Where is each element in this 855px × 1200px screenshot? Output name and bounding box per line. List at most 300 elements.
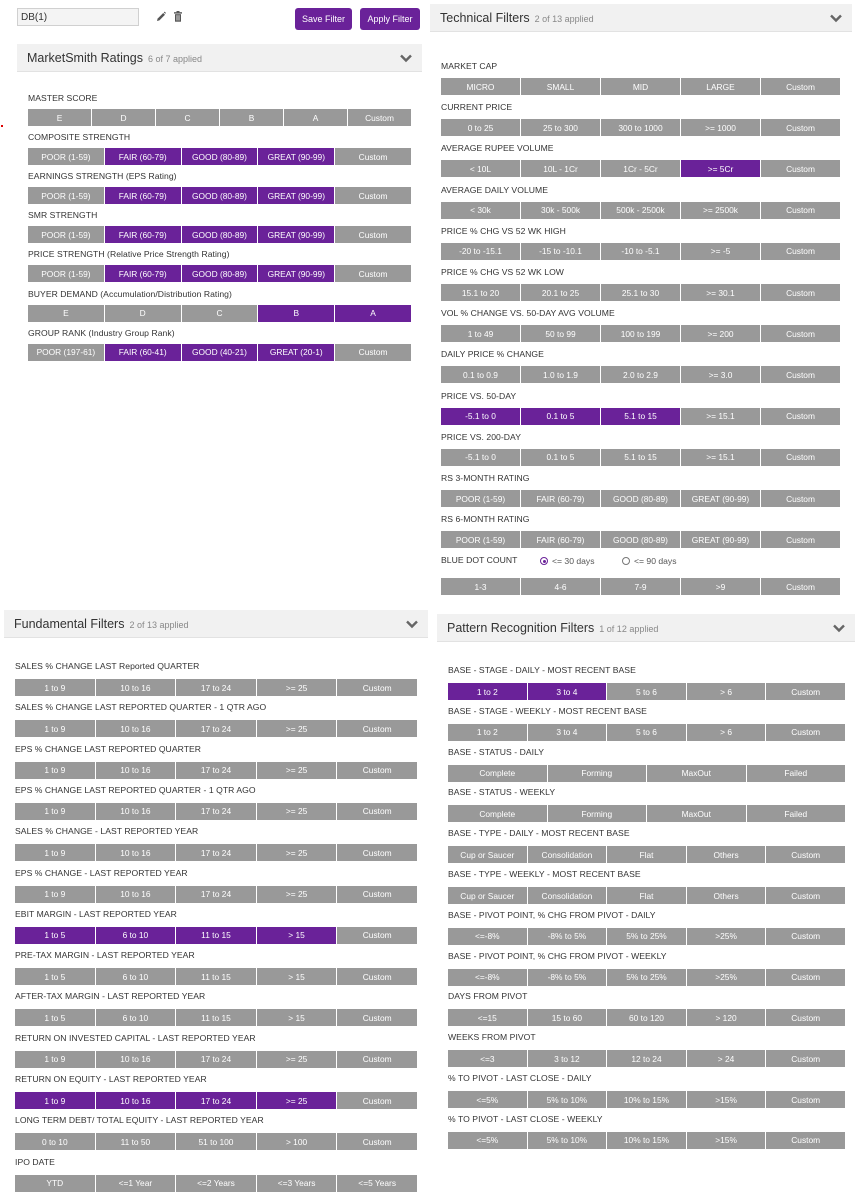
option-15-1-to-20[interactable]: 15.1 to 20 (441, 284, 520, 301)
segmented-control-rs-3-month-rating (441, 490, 840, 507)
pattern-recognition-filters-panel (437, 614, 855, 1200)
option-great-90-99[interactable]: GREAT (90-99) (258, 226, 334, 243)
option-cup-or-saucer[interactable]: Cup or Saucer (448, 846, 527, 863)
option-15[interactable]: >15% (687, 1132, 766, 1149)
filter-label-ipo-date: IPO DATE (15, 1156, 55, 1167)
option-17-to-24[interactable]: 17 to 24 (176, 844, 256, 861)
option-custom[interactable]: Custom (761, 449, 840, 466)
option-c[interactable]: C (156, 109, 219, 126)
segmented-control-eps-change-last-reported-quarter (15, 762, 417, 779)
filter-label-base-type-daily-most-recent-base: BASE - TYPE - DAILY - MOST RECENT BASE (448, 828, 630, 839)
filter-label-base-stage-daily-most-recent-base: BASE - STAGE - DAILY - MOST RECENT BASE (448, 665, 636, 675)
filter-label-eps-change-last-reported-year: EPS % CHANGE - LAST REPORTED YEAR (15, 867, 188, 878)
option-custom[interactable]: Custom (766, 683, 845, 700)
panel-header[interactable] (430, 4, 852, 32)
option-300-to-1000[interactable]: 300 to 1000 (601, 119, 680, 136)
option-15-to-60[interactable]: 15 to 60 (528, 1009, 607, 1026)
segmented-control-return-on-equity-last-reported-year (15, 1092, 417, 1109)
radio-label: <= 30 days (552, 556, 595, 567)
panel-header[interactable] (4, 610, 428, 638)
option-e[interactable]: E (28, 109, 91, 126)
option-1-to-5[interactable]: 1 to 5 (15, 968, 95, 985)
option-others[interactable]: Others (687, 887, 766, 904)
option-custom[interactable]: Custom (761, 578, 840, 595)
filter-label-base-type-weekly-most-recent-base: BASE - TYPE - WEEKLY - MOST RECENT BASE (448, 869, 641, 879)
option-good-80-89[interactable]: GOOD (80-89) (601, 490, 680, 507)
option-fair-60-79[interactable]: FAIR (60-79) (105, 187, 181, 204)
option-custom[interactable]: Custom (766, 928, 845, 945)
filter-label-earnings-strength-eps-rating: EARNINGS STRENGTH (EPS Rating) (28, 171, 177, 182)
segmented-control-smr-strength (28, 226, 411, 243)
option-custom[interactable]: Custom (766, 846, 845, 863)
option-custom[interactable]: Custom (766, 1050, 845, 1067)
option-custom[interactable]: Custom (337, 1092, 417, 1109)
option-good-80-89[interactable]: GOOD (80-89) (601, 531, 680, 548)
option-6-to-10[interactable]: 6 to 10 (96, 927, 176, 944)
save-filter-button[interactable]: Save Filter (295, 8, 352, 30)
option-complete[interactable]: Complete (448, 765, 547, 782)
option-1-to-2[interactable]: 1 to 2 (448, 683, 527, 700)
option-0-to-25[interactable]: 0 to 25 (441, 119, 520, 136)
option-8[interactable]: <=-8% (448, 969, 527, 986)
option-1-to-9[interactable]: 1 to 9 (15, 720, 95, 737)
filter-label-composite-strength: COMPOSITE STRENGTH (28, 132, 131, 143)
segmented-control-base-status-weekly (448, 805, 845, 822)
option-17-to-24[interactable]: 17 to 24 (176, 679, 256, 696)
option-forming[interactable]: Forming (548, 805, 647, 822)
option-10l-1cr[interactable]: 10L - 1Cr (521, 160, 600, 177)
option-7-9[interactable]: 7-9 (601, 578, 680, 595)
filter-label-blue-dot-count: BLUE DOT COUNT (441, 555, 518, 566)
option-17-to-24[interactable]: 17 to 24 (176, 803, 256, 820)
option-5[interactable]: <=5% (448, 1091, 527, 1108)
option-flat[interactable]: Flat (607, 887, 686, 904)
option-10-to-16[interactable]: 10 to 16 (96, 679, 176, 696)
option-poor-1-59[interactable]: POOR (1-59) (28, 265, 104, 282)
filter-label-smr-strength: SMR STRENGTH (28, 210, 98, 221)
option-15[interactable]: > 15 (257, 968, 337, 985)
panel-title: Pattern Recognition Filters (447, 620, 595, 635)
option-1-to-49[interactable]: 1 to 49 (441, 325, 520, 342)
option-failed[interactable]: Failed (747, 805, 846, 822)
option-5-to-25[interactable]: 5% to 25% (607, 928, 686, 945)
option-c[interactable]: C (182, 305, 258, 322)
option-custom[interactable]: Custom (766, 1091, 845, 1108)
option-1-to-9[interactable]: 1 to 9 (15, 886, 95, 903)
option-3-years[interactable]: <=3 Years (257, 1175, 337, 1192)
option-forming[interactable]: Forming (548, 765, 647, 782)
option-0-1-to-0-9[interactable]: 0.1 to 0.9 (441, 366, 520, 383)
applied-count: 1 of 12 applied (599, 623, 659, 634)
option-cup-or-saucer[interactable]: Cup or Saucer (448, 887, 527, 904)
option-12-to-24[interactable]: 12 to 24 (607, 1050, 686, 1067)
option-25[interactable]: >= 25 (257, 844, 337, 861)
option-failed[interactable]: Failed (747, 765, 846, 782)
option-custom[interactable]: Custom (335, 226, 411, 243)
option-24[interactable]: > 24 (687, 1050, 766, 1067)
option-5[interactable]: >= -5 (681, 243, 760, 260)
option-11-to-15[interactable]: 11 to 15 (176, 968, 256, 985)
filter-label-price-vs-50-day: PRICE VS. 50-DAY (441, 390, 517, 401)
option-ytd[interactable]: YTD (15, 1175, 95, 1192)
option-30-1[interactable]: >= 30.1 (681, 284, 760, 301)
option-poor-197-61[interactable]: POOR (197-61) (28, 344, 104, 361)
option-20-to-15-1[interactable]: -20 to -15.1 (441, 243, 520, 260)
option-b[interactable]: B (220, 109, 283, 126)
option-d[interactable]: D (105, 305, 181, 322)
option-25[interactable]: >= 25 (257, 803, 337, 820)
option-custom[interactable]: Custom (337, 844, 417, 861)
option-custom[interactable]: Custom (337, 679, 417, 696)
option-11-to-15[interactable]: 11 to 15 (176, 927, 256, 944)
option-25[interactable]: >25% (687, 928, 766, 945)
option-fair-60-79[interactable]: FAIR (60-79) (521, 531, 600, 548)
chevron-down-icon[interactable] (398, 50, 414, 66)
option-custom[interactable]: Custom (337, 762, 417, 779)
chevron-down-icon[interactable] (831, 620, 847, 636)
option-5-1-to-15[interactable]: 5.1 to 15 (601, 449, 680, 466)
option-micro[interactable]: MICRO (441, 78, 520, 95)
blue-dot-radio-30-days[interactable] (540, 556, 595, 566)
option-custom[interactable]: Custom (335, 148, 411, 165)
option-1-to-9[interactable]: 1 to 9 (15, 679, 95, 696)
option-custom[interactable]: Custom (761, 243, 840, 260)
option-10-to-16[interactable]: 10 to 16 (96, 1051, 176, 1068)
option-5-to-10[interactable]: 5% to 10% (528, 1132, 607, 1149)
option-1cr-5cr[interactable]: 1Cr - 5Cr (601, 160, 680, 177)
option-great-90-99[interactable]: GREAT (90-99) (258, 187, 334, 204)
option-50-to-99[interactable]: 50 to 99 (521, 325, 600, 342)
filter-label-rs-6-month-rating: RS 6-MONTH RATING (441, 514, 530, 525)
option-10-to-16[interactable]: 10 to 16 (96, 762, 176, 779)
option-1-to-2[interactable]: 1 to 2 (448, 724, 527, 741)
option-fair-60-79[interactable]: FAIR (60-79) (105, 265, 181, 282)
option-1-to-9[interactable]: 1 to 9 (15, 762, 95, 779)
option-5-to-6[interactable]: 5 to 6 (607, 683, 686, 700)
segmented-control-sales-change-last-reported-year (15, 844, 417, 861)
option-custom[interactable]: Custom (766, 1132, 845, 1149)
segmented-control-earnings-strength-eps-rating (28, 187, 411, 204)
filter-label-sales-change-last-reported-year: SALES % CHANGE - LAST REPORTED YEAR (15, 826, 199, 837)
segmented-control-to-pivot-last-close-weekly (448, 1132, 845, 1149)
option-4-6[interactable]: 4-6 (521, 578, 600, 595)
option-25[interactable]: >= 25 (257, 886, 337, 903)
option-consolidation[interactable]: Consolidation (528, 846, 607, 863)
segmented-control-base-stage-daily-most-recent-base (448, 683, 845, 700)
filter-label-average-rupee-volume: AVERAGE RUPEE VOLUME (441, 143, 554, 154)
option-poor-1-59[interactable]: POOR (1-59) (441, 531, 520, 548)
option-custom[interactable]: Custom (761, 490, 840, 507)
option-mid[interactable]: MID (601, 78, 680, 95)
option-d[interactable]: D (92, 109, 155, 126)
option-custom[interactable]: Custom (766, 887, 845, 904)
fundamental-filters-panel (4, 610, 428, 1200)
segmented-control-pre-tax-margin-last-reported-year (15, 968, 417, 985)
option-good-80-89[interactable]: GOOD (80-89) (182, 265, 258, 282)
option-2-0-to-2-9[interactable]: 2.0 to 2.9 (601, 366, 680, 383)
option-25[interactable]: >= 25 (257, 1092, 337, 1109)
segmented-control-price-chg-vs-52-wk-high (441, 243, 840, 260)
filter-label-weeks-from-pivot: WEEKS FROM PIVOT (448, 1032, 536, 1043)
option-6-to-10[interactable]: 6 to 10 (96, 968, 176, 985)
radio-label: <= 90 days (634, 556, 677, 567)
option-custom[interactable]: Custom (761, 284, 840, 301)
option-0-1-to-5[interactable]: 0.1 to 5 (521, 449, 600, 466)
filter-label-ebit-margin-last-reported-year: EBIT MARGIN - LAST REPORTED YEAR (15, 908, 177, 919)
option-maxout[interactable]: MaxOut (647, 805, 746, 822)
option-custom[interactable]: Custom (761, 160, 840, 177)
option-poor-1-59[interactable]: POOR (1-59) (28, 226, 104, 243)
option-1-to-5[interactable]: 1 to 5 (15, 927, 95, 944)
filter-name-input[interactable] (17, 8, 139, 26)
panel-header[interactable] (17, 44, 422, 72)
option-maxout[interactable]: MaxOut (647, 765, 746, 782)
option-5-to-10[interactable]: 5% to 10% (528, 1091, 607, 1108)
option-custom[interactable]: Custom (337, 1009, 417, 1026)
option-1-to-9[interactable]: 1 to 9 (15, 803, 95, 820)
option-10l[interactable]: < 10L (441, 160, 520, 177)
pencil-icon[interactable] (156, 11, 166, 22)
radio-button[interactable] (622, 557, 630, 565)
option-30k-500k[interactable]: 30k - 500k (521, 202, 600, 219)
option-0-to-10[interactable]: 0 to 10 (15, 1133, 95, 1150)
segmented-control-buyer-demand-accumulation-distribution-rating (28, 305, 411, 322)
option-25[interactable]: >= 25 (257, 720, 337, 737)
filter-label-to-pivot-last-close-daily: % TO PIVOT - LAST CLOSE - DAILY (448, 1073, 592, 1083)
filter-label-price-strength-relative-price-strength-rating: PRICE STRENGTH (Relative Price Strength Rating) (28, 249, 230, 260)
option-10-to-16[interactable]: 10 to 16 (96, 803, 176, 820)
option-custom[interactable]: Custom (337, 886, 417, 903)
segmented-control-current-price (441, 119, 840, 136)
option-17-to-24[interactable]: 17 to 24 (176, 762, 256, 779)
chevron-down-icon[interactable] (404, 616, 420, 632)
option-15[interactable]: > 15 (257, 927, 337, 944)
filter-label-master-score: MASTER SCORE (28, 93, 98, 103)
option-17-to-24[interactable]: 17 to 24 (176, 1092, 256, 1109)
option-25[interactable]: >25% (687, 969, 766, 986)
option-1-3[interactable]: 1-3 (441, 578, 520, 595)
option-custom[interactable]: Custom (337, 1133, 417, 1150)
option-5-1-to-15[interactable]: 5.1 to 15 (601, 408, 680, 425)
segmented-control-sales-change-last-reported-quarter-1-qtr-ago (15, 720, 417, 737)
option-15[interactable]: >15% (687, 1091, 766, 1108)
option-6[interactable]: > 6 (687, 683, 766, 700)
option-10-to-16[interactable]: 10 to 16 (96, 720, 176, 737)
option-20-1-to-25[interactable]: 20.1 to 25 (521, 284, 600, 301)
option-500k-2500k[interactable]: 500k - 2500k (601, 202, 680, 219)
option-custom[interactable]: Custom (766, 724, 845, 741)
option-fair-60-79[interactable]: FAIR (60-79) (105, 226, 181, 243)
option-6-to-10[interactable]: 6 to 10 (96, 1009, 176, 1026)
panel-header[interactable] (437, 614, 855, 642)
option-2-years[interactable]: <=2 Years (176, 1175, 256, 1192)
filter-label-long-term-debt-total-equity-last-reported-year: LONG TERM DEBT/ TOTAL EQUITY - LAST REPORTED YEAR (15, 1115, 264, 1126)
option-3-to-12[interactable]: 3 to 12 (528, 1050, 607, 1067)
radio-button[interactable] (540, 557, 548, 565)
option-3[interactable]: <=3 (448, 1050, 527, 1067)
segmented-control-after-tax-margin-last-reported-year (15, 1009, 417, 1026)
option-25-to-300[interactable]: 25 to 300 (521, 119, 600, 136)
option-15[interactable]: > 15 (257, 1009, 337, 1026)
option-custom[interactable]: Custom (337, 927, 417, 944)
option-fair-60-41[interactable]: FAIR (60-41) (105, 344, 181, 361)
filter-label-group-rank-industry-group-rank: GROUP RANK (Industry Group Rank) (28, 327, 175, 338)
option-e[interactable]: E (28, 305, 104, 322)
option-a[interactable]: A (284, 109, 347, 126)
option-15-1[interactable]: >= 15.1 (681, 408, 760, 425)
option-custom[interactable]: Custom (337, 720, 417, 737)
segmented-control-price-chg-vs-52-wk-low (441, 284, 840, 301)
option-51-to-100[interactable]: 51 to 100 (176, 1133, 256, 1150)
option-3-to-4[interactable]: 3 to 4 (528, 683, 607, 700)
option-poor-1-59[interactable]: POOR (1-59) (28, 148, 104, 165)
option-17-to-24[interactable]: 17 to 24 (176, 886, 256, 903)
panel-title: Fundamental Filters (14, 616, 125, 631)
option-1000[interactable]: >= 1000 (681, 119, 760, 136)
option-custom[interactable]: Custom (337, 968, 417, 985)
option-30k[interactable]: < 30k (441, 202, 520, 219)
option-custom[interactable]: Custom (348, 109, 411, 126)
segmented-control-base-stage-weekly-most-recent-base (448, 724, 845, 741)
filter-label-return-on-invested-capital-last-reported-year: RETURN ON INVESTED CAPITAL - LAST REPORTED YEAR (15, 1032, 256, 1043)
option-custom[interactable]: Custom (337, 1051, 417, 1068)
option-9[interactable]: >9 (681, 578, 760, 595)
option-poor-1-59[interactable]: POOR (1-59) (28, 187, 104, 204)
option-10-to-15[interactable]: 10% to 15% (607, 1091, 686, 1108)
filter-label-eps-change-last-reported-quarter: EPS % CHANGE LAST REPORTED QUARTER (15, 743, 202, 754)
option-custom[interactable]: Custom (761, 119, 840, 136)
option-1-year[interactable]: <=1 Year (96, 1175, 176, 1192)
option-good-80-89[interactable]: GOOD (80-89) (182, 148, 258, 165)
option-others[interactable]: Others (687, 846, 766, 863)
option-large[interactable]: LARGE (681, 78, 760, 95)
option-10-to-15[interactable]: 10% to 15% (607, 1132, 686, 1149)
option-5-to-6[interactable]: 5 to 6 (607, 724, 686, 741)
option-custom[interactable]: Custom (761, 202, 840, 219)
chevron-down-icon[interactable] (828, 10, 844, 26)
option-10-to-16[interactable]: 10 to 16 (96, 886, 176, 903)
option-b[interactable]: B (258, 305, 334, 322)
option-60-to-120[interactable]: 60 to 120 (607, 1009, 686, 1026)
segmented-control-return-on-invested-capital-last-reported-year (15, 1051, 417, 1068)
option-custom[interactable]: Custom (761, 531, 840, 548)
option-25[interactable]: >= 25 (257, 1051, 337, 1068)
option-a[interactable]: A (335, 305, 411, 322)
option-5-to-25[interactable]: 5% to 25% (607, 969, 686, 986)
option-consolidation[interactable]: Consolidation (528, 887, 607, 904)
option-25[interactable]: >= 25 (257, 679, 337, 696)
option-5-years[interactable]: <=5 Years (337, 1175, 417, 1192)
option-5[interactable]: <=5% (448, 1132, 527, 1149)
option-custom[interactable]: Custom (335, 265, 411, 282)
option-3-0[interactable]: >= 3.0 (681, 366, 760, 383)
segmented-control-base-status-daily (448, 765, 845, 782)
segmented-control-base-type-weekly-most-recent-base (448, 887, 845, 904)
option-15[interactable]: <=15 (448, 1009, 527, 1026)
option-10-to-5-1[interactable]: -10 to -5.1 (601, 243, 680, 260)
option-5cr[interactable]: >= 5Cr (681, 160, 760, 177)
option-custom[interactable]: Custom (335, 187, 411, 204)
option-11-to-15[interactable]: 11 to 15 (176, 1009, 256, 1026)
option-custom[interactable]: Custom (766, 969, 845, 986)
blue-dot-radio-90-days[interactable] (622, 556, 677, 566)
option-200[interactable]: >= 200 (681, 325, 760, 342)
option-15-1[interactable]: >= 15.1 (681, 449, 760, 466)
option-great-90-99[interactable]: GREAT (90-99) (258, 265, 334, 282)
segmented-control-daily-price-change (441, 366, 840, 383)
option-1-to-9[interactable]: 1 to 9 (15, 1092, 95, 1109)
segmented-control-long-term-debt-total-equity-last-reported-year (15, 1133, 417, 1150)
segmented-control-price-strength-relative-price-strength-rating (28, 265, 411, 282)
filter-label-base-stage-weekly-most-recent-base: BASE - STAGE - WEEKLY - MOST RECENT BASE (448, 705, 647, 716)
option-flat[interactable]: Flat (607, 846, 686, 863)
filter-label-price-vs-200-day: PRICE VS. 200-DAY (441, 431, 521, 442)
option-custom[interactable]: Custom (766, 1009, 845, 1026)
option-100-to-199[interactable]: 100 to 199 (601, 325, 680, 342)
option-1-to-5[interactable]: 1 to 5 (15, 1009, 95, 1026)
option-custom[interactable]: Custom (761, 408, 840, 425)
option-5-1-to-0[interactable]: -5.1 to 0 (441, 449, 520, 466)
option-17-to-24[interactable]: 17 to 24 (176, 720, 256, 737)
option-poor-1-59[interactable]: POOR (1-59) (441, 490, 520, 507)
option-great-90-99[interactable]: GREAT (90-99) (681, 490, 760, 507)
trash-icon[interactable] (173, 11, 183, 22)
option-custom[interactable]: Custom (761, 366, 840, 383)
option-2500k[interactable]: >= 2500k (681, 202, 760, 219)
option-11-to-50[interactable]: 11 to 50 (96, 1133, 176, 1150)
apply-filter-button[interactable]: Apply Filter (360, 8, 420, 30)
option-25[interactable]: >= 25 (257, 762, 337, 779)
option-1-0-to-1-9[interactable]: 1.0 to 1.9 (521, 366, 600, 383)
option-good-80-89[interactable]: GOOD (80-89) (182, 226, 258, 243)
option-great-90-99[interactable]: GREAT (90-99) (681, 531, 760, 548)
option-10-to-16[interactable]: 10 to 16 (96, 844, 176, 861)
option-custom[interactable]: Custom (337, 803, 417, 820)
option-6[interactable]: > 6 (687, 724, 766, 741)
option-fair-60-79[interactable]: FAIR (60-79) (521, 490, 600, 507)
segmented-control-group-rank-industry-group-rank (28, 344, 411, 361)
option-small[interactable]: SMALL (521, 78, 600, 95)
filter-label-buyer-demand-accumulation-distribution-rating: BUYER DEMAND (Accumulation/Distribution Rating) (28, 288, 232, 299)
option-complete[interactable]: Complete (448, 805, 547, 822)
option-15-to-10-1[interactable]: -15 to -10.1 (521, 243, 600, 260)
option-5-1-to-0[interactable]: -5.1 to 0 (441, 408, 520, 425)
option-fair-60-79[interactable]: FAIR (60-79) (105, 148, 181, 165)
option-3-to-4[interactable]: 3 to 4 (528, 724, 607, 741)
option-custom[interactable]: Custom (335, 344, 411, 361)
option-17-to-24[interactable]: 17 to 24 (176, 1051, 256, 1068)
option-8[interactable]: <=-8% (448, 928, 527, 945)
option-good-40-21[interactable]: GOOD (40-21) (182, 344, 258, 361)
panel-title: MarketSmith Ratings (27, 50, 144, 65)
option-10-to-16[interactable]: 10 to 16 (96, 1092, 176, 1109)
option-1-to-9[interactable]: 1 to 9 (15, 1051, 95, 1068)
option-100[interactable]: > 100 (257, 1133, 337, 1150)
option-custom[interactable]: Custom (761, 325, 840, 342)
option-120[interactable]: > 120 (687, 1009, 766, 1026)
option-custom[interactable]: Custom (761, 78, 840, 95)
option-25-1-to-30[interactable]: 25.1 to 30 (601, 284, 680, 301)
option-8-to-5[interactable]: -8% to 5% (528, 969, 607, 986)
option-great-20-1[interactable]: GREAT (20-1) (258, 344, 334, 361)
option-great-90-99[interactable]: GREAT (90-99) (258, 148, 334, 165)
option-8-to-5[interactable]: -8% to 5% (528, 928, 607, 945)
segmented-control-market-cap (441, 78, 840, 95)
panel-title: Technical Filters (440, 10, 530, 25)
option-0-1-to-5[interactable]: 0.1 to 5 (521, 408, 600, 425)
option-good-80-89[interactable]: GOOD (80-89) (182, 187, 258, 204)
option-1-to-9[interactable]: 1 to 9 (15, 844, 95, 861)
